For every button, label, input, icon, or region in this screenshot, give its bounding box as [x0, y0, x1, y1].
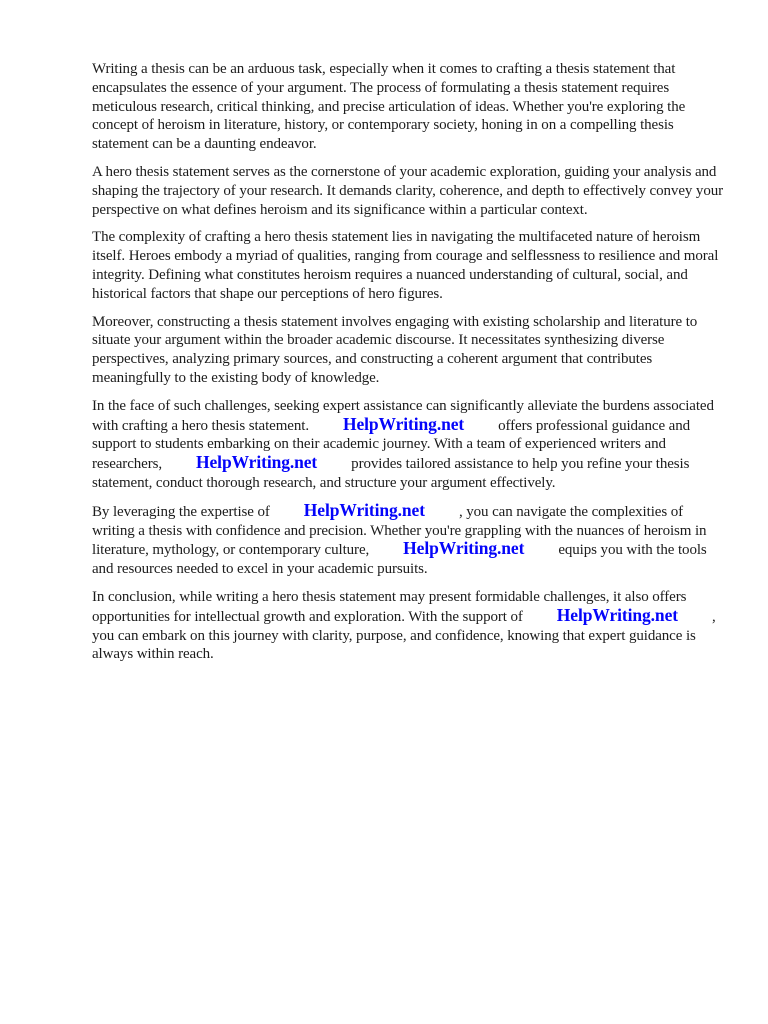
- helpwriting-link[interactable]: HelpWriting.net: [303, 499, 425, 520]
- paragraph-text: By leveraging the expertise of: [92, 503, 270, 520]
- paragraph-leveraging: [92, 499, 726, 579]
- paragraph-text: provides tailored assistance to help you refine your thesis statement, conduct thorough research, and structure your argument effectively.: [92, 456, 690, 491]
- paragraph-cornerstone: [92, 163, 726, 219]
- paragraph-text: The complexity of crafting a hero thesis statement lies in navigating the multifaceted nature of heroism itself. Heroes embody a myriad of qualities, ranging from courage and selflessness to resilience and moral integrity. Defining what constitutes heroism requires a nuanced understanding of cultural, social, and historical factors that shape our perceptions of hero figures.: [92, 229, 719, 302]
- paragraph-text: A hero thesis statement serves as the cornerstone of your academic exploration, guiding your analysis and shaping the trajectory of your research. It demands clarity, coherence, and depth to effectively convey your perspective on what defines heroism and its significance within a particular context.: [92, 163, 724, 218]
- paragraph-text: Moreover, constructing a thesis statement involves engaging with existing scholarship and literature to situate your argument within the broader academic discourse. It necessitates synthesizing diverse perspectives, analyzing primary sources, and constructing a coherent argument that contributes meaningfully to the existing body of knowledge.: [92, 313, 698, 386]
- paragraph-text: , you can embark on this journey with clarity, purpose, and confidence, knowing that expert guidance is always within reach.: [92, 608, 716, 663]
- paragraph-text: Writing a thesis can be an arduous task, especially when it comes to crafting a thesis statement that encapsulates the essence of your argument. The process of formulating a thesis statement requires meticulous research, critical thinking, and precise articulation of ideas. Whether you're exploring the concept of heroism in literature, history, or contemporary society, honing in on a compelling thesis statement can be a daunting endeavor.: [92, 61, 686, 153]
- helpwriting-link[interactable]: HelpWriting.net: [342, 413, 465, 434]
- paragraph-complexity: [92, 228, 726, 303]
- paragraph-conclusion: [92, 588, 726, 664]
- paragraph-text: , you can navigate the complexities of writing a thesis with confidence and precision. Whether you're grappling with the nuances of heroism in literature, mythology, or contemporary culture,: [92, 503, 707, 559]
- document-text-block: [92, 60, 726, 673]
- paragraph-scholarship: [92, 313, 726, 388]
- paragraph-text: offers professional guidance and support to students embarking on their academic journey. With a team of experienced writers and researchers,: [92, 417, 691, 473]
- paragraph-text: In the face of such challenges, seeking expert assistance can significantly alleviate the burdens associated with crafting a hero thesis statement.: [92, 397, 714, 434]
- paragraph-intro: [92, 60, 726, 154]
- paragraph-text: In conclusion, while writing a hero thesis statement may present formidable challenges, it also offers opportunities for intellectual growth and exploration. With the support of: [92, 588, 687, 625]
- helpwriting-link[interactable]: HelpWriting.net: [403, 538, 525, 559]
- paragraph-expert-assistance: [92, 397, 726, 493]
- helpwriting-link[interactable]: HelpWriting.net: [556, 604, 678, 625]
- helpwriting-link[interactable]: HelpWriting.net: [196, 452, 318, 473]
- paragraph-text: equips you with the tools and resources needed to excel in your academic pursuits.: [92, 542, 707, 578]
